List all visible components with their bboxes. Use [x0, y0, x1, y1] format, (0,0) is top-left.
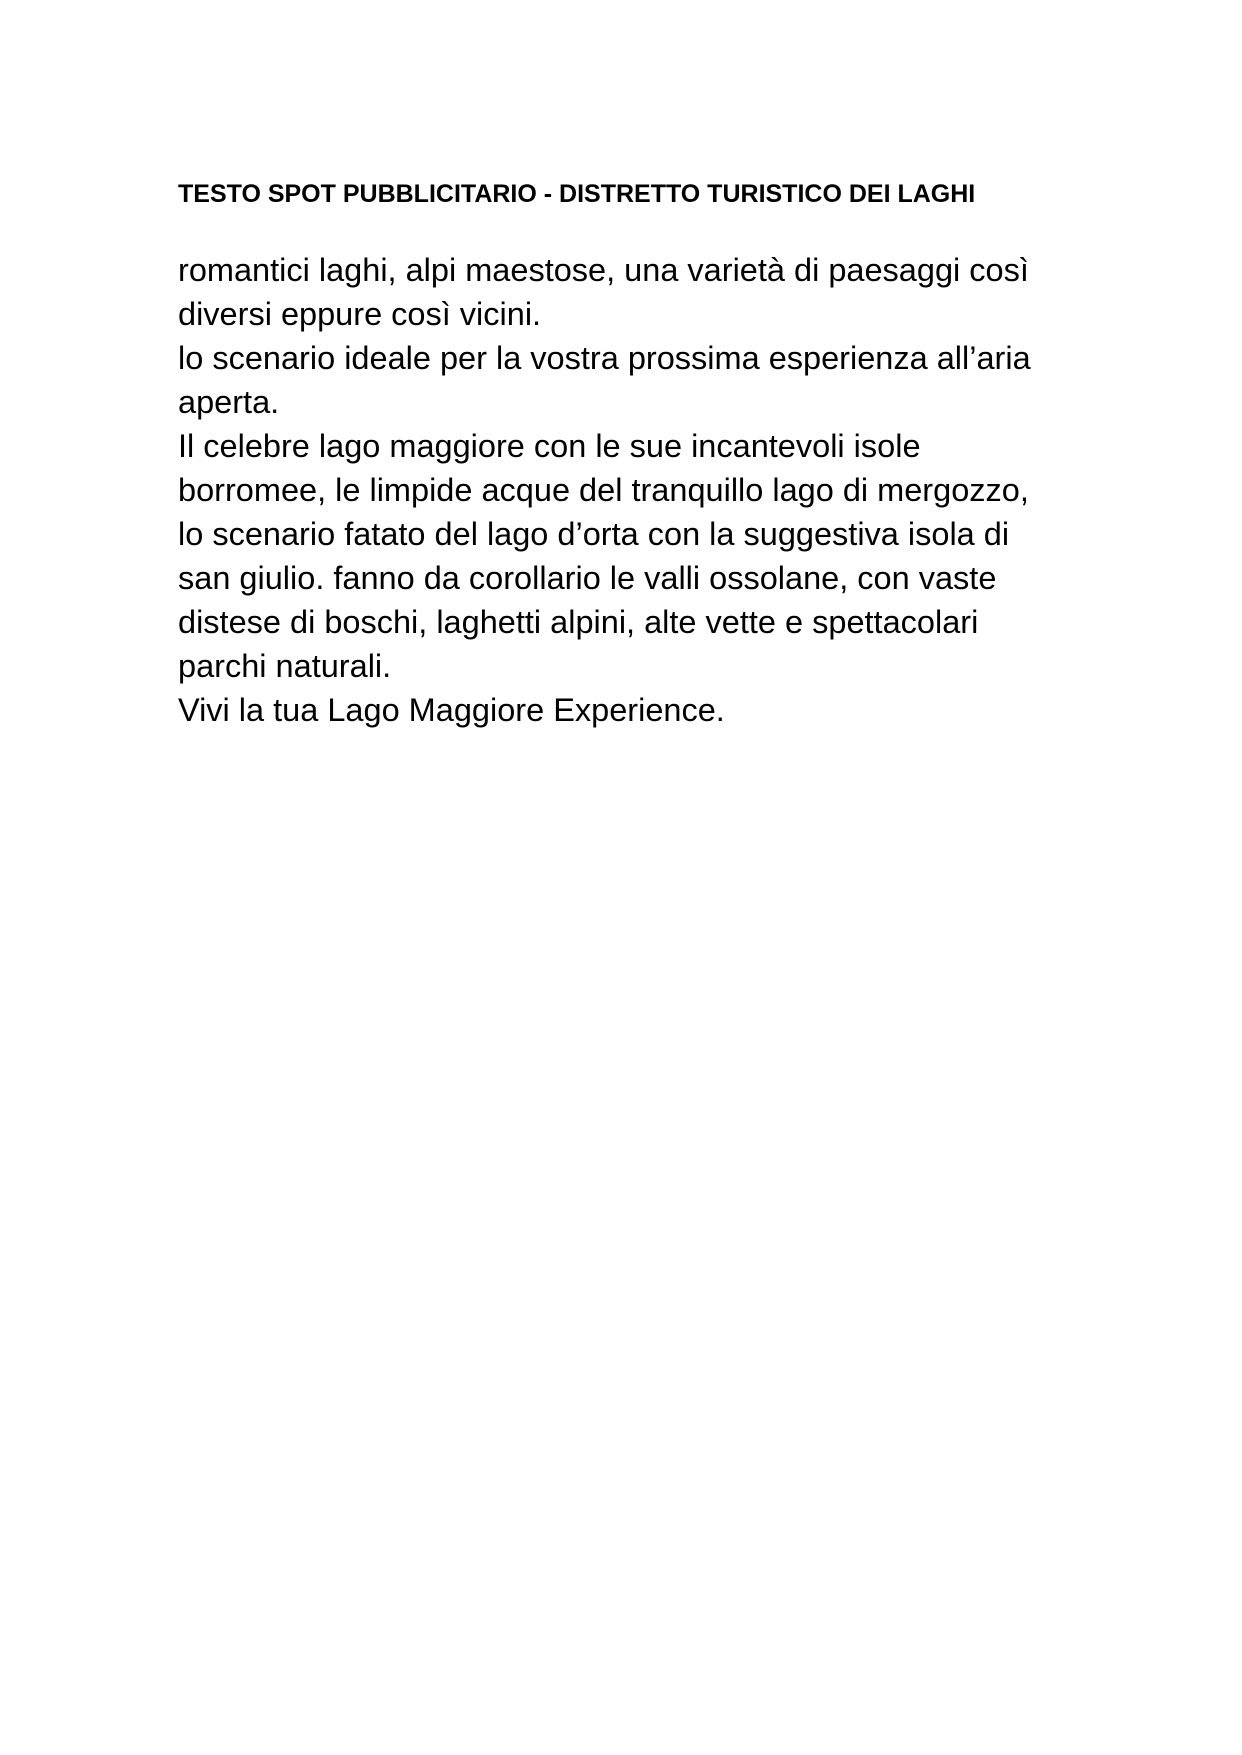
body-line: Vivi la tua Lago Maggiore Experience. [178, 692, 725, 728]
document-body [178, 248, 1078, 732]
body-line: distese di boschi, laghetti alpini, alte vette e spettacolari [178, 604, 979, 640]
body-line: romantici laghi, alpi maestose, una varietà di paesaggi così [178, 252, 1029, 288]
body-line: diversi eppure così vicini. [178, 296, 542, 332]
body-line: borromee, le limpide acque del tranquillo lago di mergozzo, [178, 472, 1029, 508]
body-line: parchi naturali. [178, 648, 392, 684]
body-line: lo scenario fatato del lago d’orta con la suggestiva isola di [178, 516, 1010, 552]
body-line: san giulio. fanno da corollario le valli ossolane, con vaste [178, 560, 997, 596]
body-line: lo scenario ideale per la vostra prossima esperienza all’aria [178, 340, 1031, 376]
body-line: aperta. [178, 384, 280, 420]
body-line: Il celebre lago maggiore con le sue incantevoli isole [178, 428, 921, 464]
document-title: TESTO SPOT PUBBLICITARIO - DISTRETTO TURISTICO DEI LAGHI [178, 180, 976, 208]
